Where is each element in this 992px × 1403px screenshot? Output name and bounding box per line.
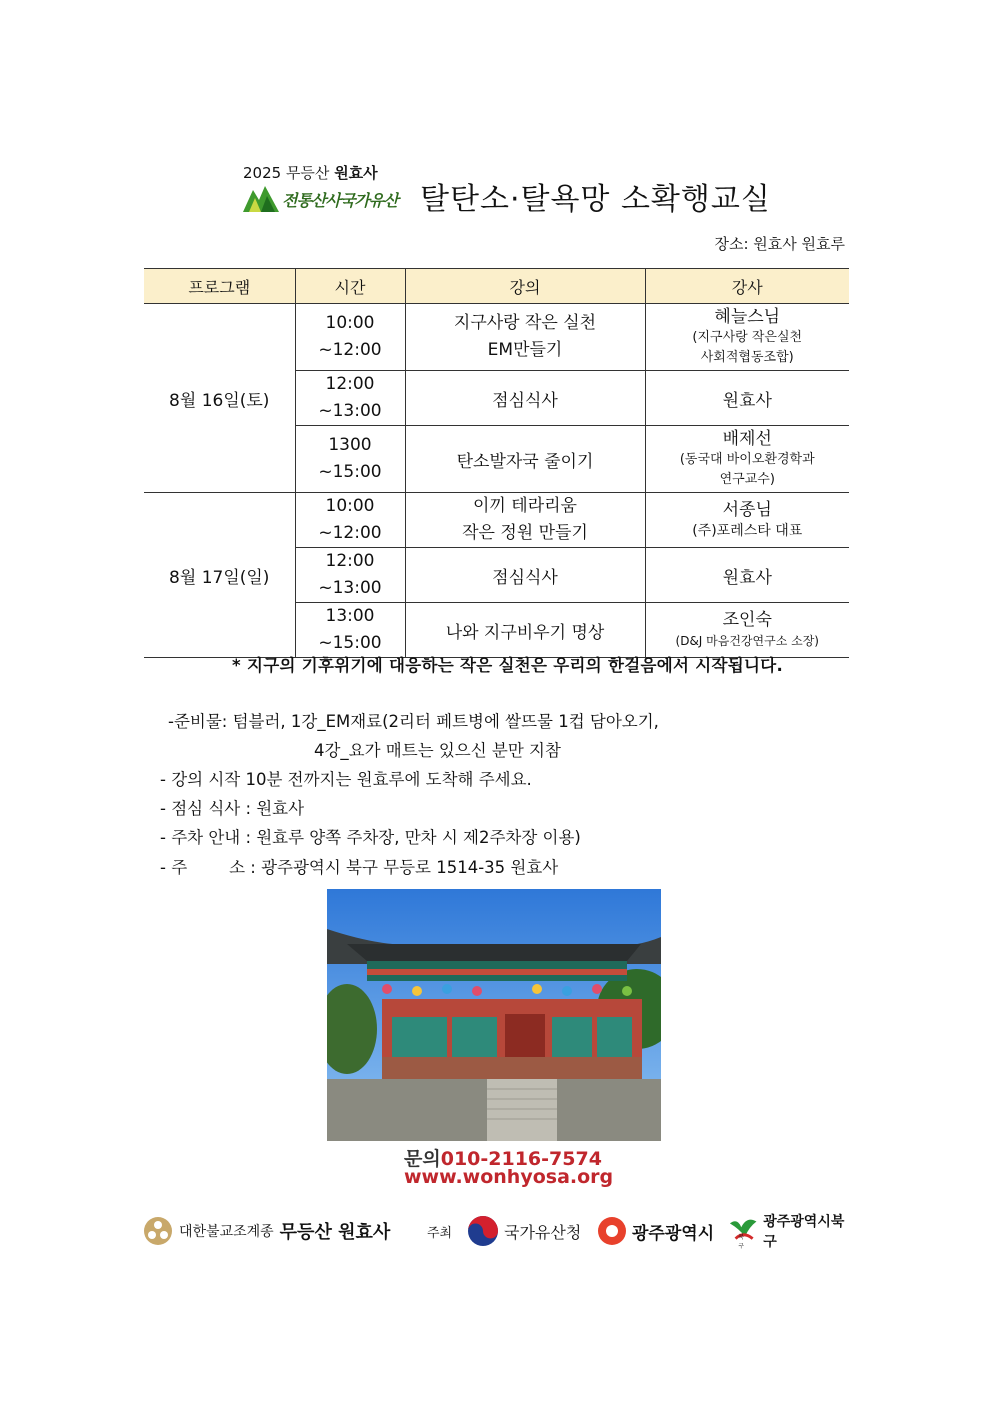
note-text: * 지구의 기후위기에 대응하는 작은 실천은 우리의 한걸음에서 시작됩니다.	[232, 656, 784, 675]
arrive-line: - 강의 시작 10분 전까지는 원효루에 도착해 주세요.	[160, 770, 532, 789]
lecture-cell: 탄소발자국 줄이기	[405, 426, 645, 493]
instructor-cell: 원효사	[645, 548, 849, 603]
footer-sponsors	[143, 1214, 853, 1248]
lecture-cell: 이끼 테라리움 작은 정원 만들기	[405, 493, 645, 548]
instructor-cell: 조인숙 (D&J 마음건강연구소 소장)	[645, 603, 849, 658]
time-cell: 1300 ~15:00	[295, 426, 405, 493]
lecture-cell: 지구사랑 작은 실천 EM만들기	[405, 304, 645, 371]
program-day-1: 8월 16일(토)	[144, 304, 295, 493]
prep-line-1: -준비물: 텀블러, 1강_EM재료(2리터 페트병에 쌀뜨물 1컵 담아오기,	[168, 712, 659, 731]
gwangju-sun-icon	[596, 1215, 628, 1247]
lecture-cell: 점심식사	[405, 371, 645, 426]
lunch-line: - 점심 식사 : 원효사	[160, 799, 305, 818]
schedule-table	[144, 268, 849, 658]
time-cell: 12:00 ~13:00	[295, 548, 405, 603]
time-cell: 13:00 ~15:00	[295, 603, 405, 658]
header-instructor: 강사	[645, 269, 849, 304]
contact-website[interactable]: www.wonhyosa.org	[404, 1166, 614, 1188]
gwangju-city-logo: 광주광역시	[596, 1214, 714, 1248]
heritage-calligraphy: 전통산사국가유산	[282, 191, 398, 210]
table-row	[144, 304, 849, 371]
heritage-agency-logo: 국가유산청	[467, 1214, 581, 1248]
instructor-cell: 원효사	[645, 371, 849, 426]
time-cell: 10:00 ~12:00	[295, 493, 405, 548]
header-program: 프로그램	[144, 269, 295, 304]
temple-photo	[327, 889, 661, 1141]
time-cell: 12:00 ~13:00	[295, 371, 405, 426]
page-title: 탈탄소·탈욕망 소확행교실	[420, 182, 771, 217]
jogye-emblem-icon	[143, 1216, 173, 1246]
bukgu-logo: 북구 광주광역시북구	[728, 1214, 853, 1248]
lecture-cell: 점심식사	[405, 548, 645, 603]
mountain-logo-icon	[243, 184, 279, 212]
header-temple: 원효사	[334, 164, 378, 182]
instructor-cell: 혜늘스님 (지구사랑 작은실천 사회적협동조합)	[645, 304, 849, 371]
instructor-cell: 배제선 (동국대 바이오환경학과 연구교수)	[645, 426, 849, 493]
header-time: 시간	[295, 269, 405, 304]
address-line: - 주 소 : 광주광역시 북구 무등로 1514-35 원효사	[160, 858, 559, 877]
header-year: 2025 무등산 원효사	[243, 164, 378, 182]
program-day-2: 8월 17일(일)	[144, 493, 295, 658]
table-row	[144, 493, 849, 548]
jogye-order-logo: 대한불교조계종 무등산 원효사	[143, 1214, 390, 1248]
lecture-cell: 나와 지구비우기 명상	[405, 603, 645, 658]
time-cell: 10:00 ~12:00	[295, 304, 405, 371]
table-header-row	[144, 269, 849, 304]
taegeuk-icon	[467, 1215, 499, 1247]
host-label: 주최	[427, 1225, 453, 1241]
header-lecture: 강의	[405, 269, 645, 304]
instructor-cell: 서종님 (주)포레스타 대표	[645, 493, 849, 548]
prep-line-2: 4강_요가 매트는 있으신 분만 지참	[314, 741, 561, 760]
venue-text: 장소: 원효사 원효루	[714, 235, 845, 253]
contact-phone: 문의010-2116-7574	[404, 1148, 602, 1170]
parking-line: - 주차 안내 : 원효루 양쪽 주차장, 만차 시 제2주차장 이용)	[160, 828, 581, 847]
